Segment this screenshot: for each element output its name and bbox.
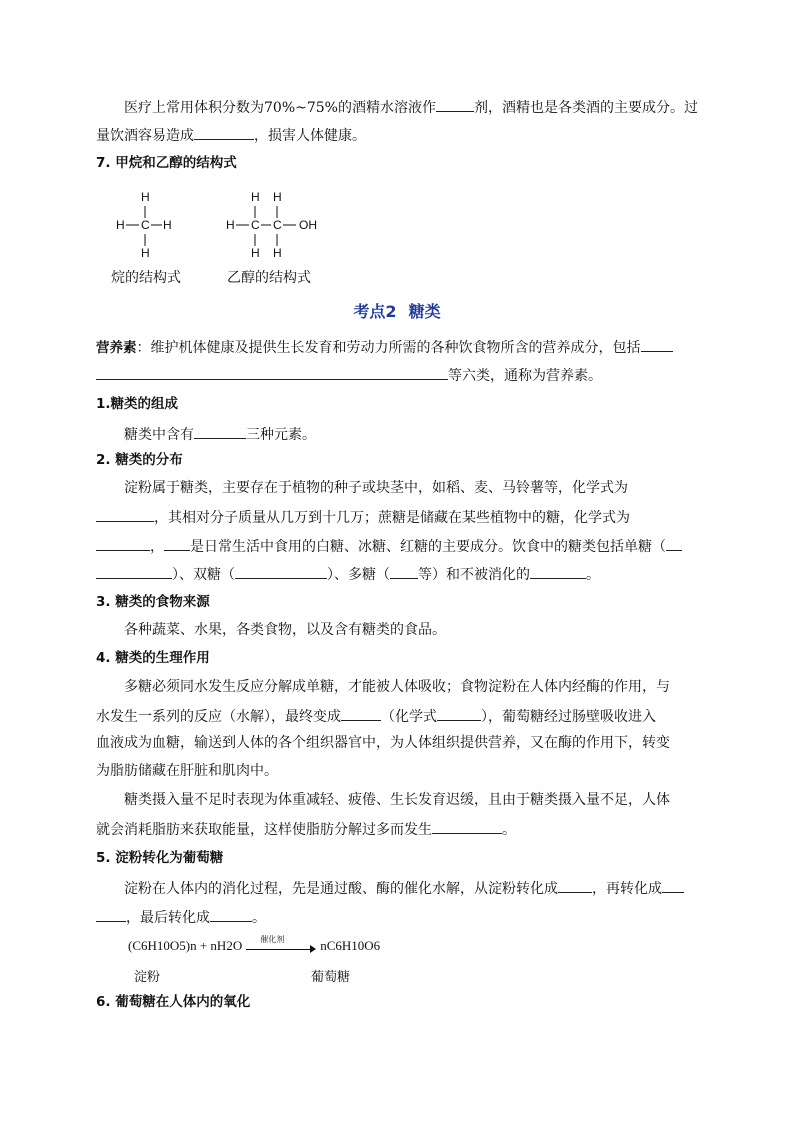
atom-label: H xyxy=(163,218,172,232)
methane-caption: 烷的结构式 xyxy=(111,270,181,286)
intro-text: 医疗上常用体积分数为70%~75%的酒精水溶液作 xyxy=(124,100,436,116)
section-heading: 1.糖类的组成 xyxy=(96,396,179,412)
text: ，其相对分子质量从几万到十几万；蔗糖是储藏在某些植物中的糖，化学式为 xyxy=(154,510,630,526)
s2-line-4 xyxy=(96,563,702,585)
nutrient-text: ：维护机体健康及提供生长发育和劳动力所需的各种饮食物所含的营养成分，包括 xyxy=(136,340,641,356)
answer-blank xyxy=(96,506,154,522)
atom-label: H xyxy=(141,190,150,204)
section-heading: 2. 糖类的分布 xyxy=(96,452,183,468)
answer-blank xyxy=(194,124,254,140)
intro-text: 剂，酒精也是各类酒的主要成分。过 xyxy=(473,100,698,116)
text: ）、双糖（ xyxy=(172,567,235,583)
atom-label: OH xyxy=(299,218,317,232)
answer-blank xyxy=(641,336,673,352)
atom-label: H xyxy=(273,190,282,204)
s4-line-3: 血液成为血糖，输送到人体的各个组织器官中，为人体组织提供营养，又在酶的作用下，转变 xyxy=(96,735,670,751)
section-heading: 7. 甲烷和乙醇的结构式 xyxy=(96,155,237,171)
glucose-label: 葡萄糖 xyxy=(311,970,351,985)
methane-bonds xyxy=(110,200,190,250)
s4-line-1: 多糖必须同水发生反应分解成单糖，才能被人体吸收；食物淀粉在人体内经酶的作用，与 xyxy=(124,679,670,695)
s3-text: 各种蔬菜、水果，各类食物，以及含有糖类的食品。 xyxy=(124,622,446,638)
answer-blank xyxy=(96,364,448,380)
intro-line-2 xyxy=(96,124,702,146)
atom-label: H xyxy=(273,246,282,260)
answer-blank xyxy=(558,877,592,893)
answer-blank xyxy=(210,906,252,922)
text: 等）和不被消化的 xyxy=(418,567,530,583)
section-title xyxy=(0,299,794,322)
nutrient-line-1 xyxy=(96,336,702,358)
answer-blank xyxy=(390,563,418,579)
answer-blank xyxy=(194,423,246,439)
s2-line-3 xyxy=(96,535,702,557)
atom-label: H xyxy=(141,246,150,260)
answer-blank xyxy=(96,563,172,579)
s5-line-1 xyxy=(124,877,702,899)
nutrient-line-2 xyxy=(96,364,702,386)
answer-blank xyxy=(666,535,682,551)
answer-blank xyxy=(96,535,150,551)
answer-blank xyxy=(437,705,481,721)
s5-line-2 xyxy=(96,906,702,928)
atom-label: C xyxy=(251,218,260,232)
kaodian-title: 糖类 xyxy=(408,302,441,321)
section-heading: 6. 葡萄糖在人体内的氧化 xyxy=(96,994,251,1010)
atom-label: H xyxy=(226,218,235,232)
nutrient-text: 等六类，通称为营养素。 xyxy=(448,368,602,384)
text: 水发生一系列的反应（水解），最终变成 xyxy=(96,709,341,725)
section-heading: 3. 糖类的食物来源 xyxy=(96,594,210,610)
answer-blank xyxy=(96,906,126,922)
intro-text: 量饮酒容易造成 xyxy=(96,128,194,144)
text: ，最后转化成 xyxy=(126,910,210,926)
atom-label: C xyxy=(273,218,282,232)
s2-line-1: 淀粉属于糖类，主要存在于植物的种子或块茎中，如稻、麦、马铃薯等，化学式为 xyxy=(124,480,628,496)
text: 。 xyxy=(586,567,600,583)
text: ）、多糖（ xyxy=(327,567,390,583)
text: 糖类中含有 xyxy=(124,427,194,443)
text: 。 xyxy=(252,910,266,926)
text: （化学式 xyxy=(381,709,437,725)
text: ，再转化成 xyxy=(592,881,662,897)
starch-label: 淀粉 xyxy=(134,970,161,985)
answer-blank xyxy=(436,96,474,112)
ethanol-bonds xyxy=(220,200,320,250)
reaction-arrow xyxy=(246,935,316,954)
starch-hydrolysis-equation xyxy=(128,935,381,954)
answer-blank xyxy=(530,563,586,579)
s2-line-2 xyxy=(96,506,702,528)
answer-blank xyxy=(662,877,684,893)
text: 。 xyxy=(502,822,516,838)
atom-label: C xyxy=(141,218,150,232)
ethanol-caption: 乙醇的结构式 xyxy=(227,270,311,286)
eq-right: nC6H10O6 xyxy=(320,938,381,953)
text: 是日常生活中食用的白糖、冰糖、红糖的主要成分。饮食中的糖类包括单糖（ xyxy=(190,539,666,555)
s4-line-2 xyxy=(96,705,702,727)
intro-text: ，损害人体健康。 xyxy=(254,128,366,144)
answer-blank xyxy=(235,563,327,579)
text: ），葡萄糖经过肠壁吸收进入 xyxy=(481,709,656,725)
answer-blank xyxy=(341,705,381,721)
s4-line-5: 糖类摄入量不足时表现为体重减轻、疲倦、生长发育迟缓，且由于糖类摄入量不足，人体 xyxy=(124,792,670,808)
text: ， xyxy=(150,539,164,555)
atom-label: H xyxy=(116,218,125,232)
catalyst-label: 催化剂 xyxy=(260,935,285,945)
s4-line-4: 为脂肪储藏在肝脏和肌肉中。 xyxy=(96,763,278,779)
section-heading: 5. 淀粉转化为葡萄糖 xyxy=(96,850,224,866)
atom-label: H xyxy=(251,190,260,204)
s1-text xyxy=(124,423,702,445)
s4-line-6 xyxy=(96,818,702,840)
answer-blank xyxy=(432,818,502,834)
answer-blank xyxy=(164,535,190,551)
section-heading: 4. 糖类的生理作用 xyxy=(96,650,210,666)
text: 三种元素。 xyxy=(246,427,316,443)
intro-line-1 xyxy=(124,96,702,118)
eq-left: (C6H10O5)n + nH2O xyxy=(128,938,243,953)
text: 就会消耗脂肪来获取能量，这样使脂肪分解过多而发生 xyxy=(96,822,432,838)
text: 淀粉在人体内的消化过程，先是通过酸、酶的催化水解，从淀粉转化成 xyxy=(124,881,558,897)
nutrient-term: 营养素 xyxy=(96,340,137,356)
atom-label: H xyxy=(251,246,260,260)
kaodian-label: 考点2 xyxy=(353,302,397,321)
